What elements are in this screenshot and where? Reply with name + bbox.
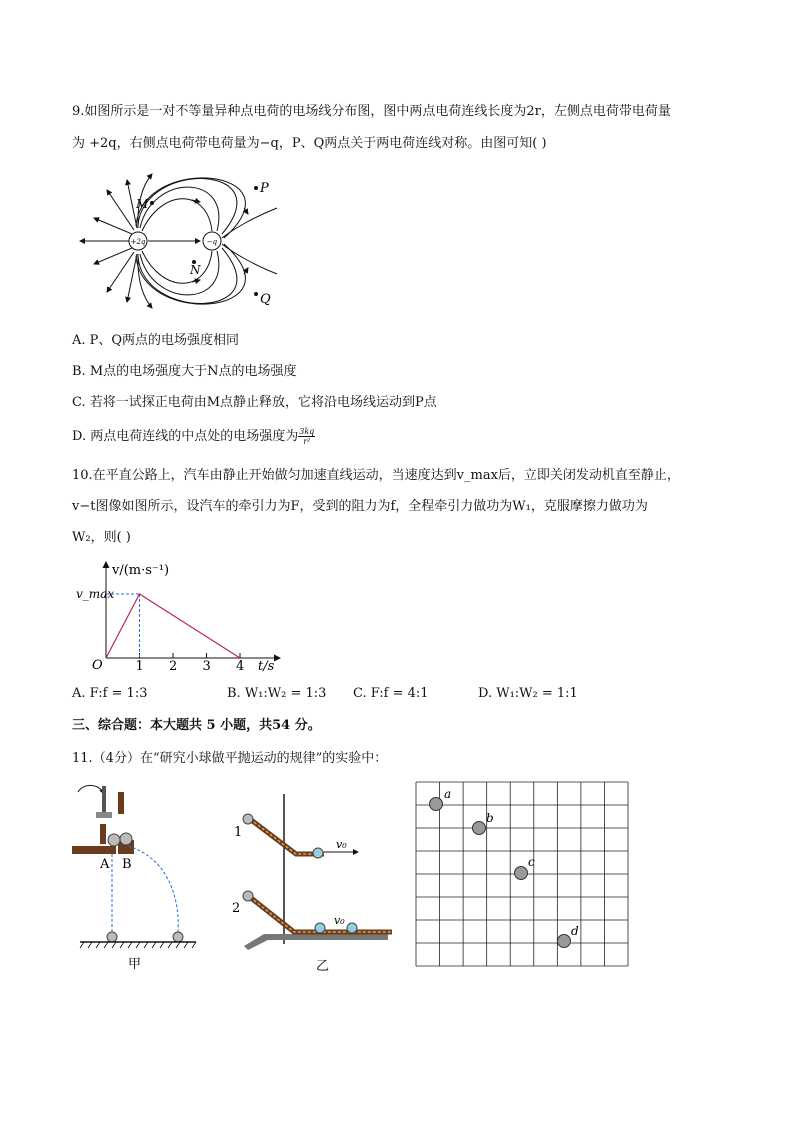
q10-stem-line2: v−t图像如图所示，设汽车的牵引力为F，受到的阻力为f，全程牵引力做功为W₁，克服摩擦力做功为 bbox=[72, 499, 648, 514]
trajectory-grid bbox=[414, 780, 630, 970]
electric-field-figure bbox=[72, 168, 292, 318]
figure-jia bbox=[72, 778, 202, 974]
vmax-tick-label: v_max bbox=[76, 587, 115, 601]
v0-top-label: v₀ bbox=[336, 838, 347, 851]
ball-B-label: B bbox=[122, 857, 132, 872]
q9-stem-line2: 为 +2q，右侧点电荷带电荷量为−q，P、Q两点关于两电荷连线对称。由图可知( ) bbox=[72, 136, 547, 151]
track-1-label: 1 bbox=[234, 825, 243, 840]
q10-stem-line3: W₂，则( ) bbox=[72, 530, 131, 545]
origin-label: O bbox=[92, 658, 103, 673]
field-strength-fraction: $\frac{3kq}{\text{r²}}$ bbox=[299, 427, 315, 446]
figure-yi bbox=[228, 790, 398, 976]
q10-stem-line1: 10.在平直公路上，汽车由静止开始做匀加速直线运动，当速度达到v_max后，立即关闭发动机直至静止， bbox=[72, 468, 680, 483]
q9-option-c[interactable]: C. 若将一试探正电荷由M点静止释放，它将沿电场线运动到P点 bbox=[72, 395, 437, 410]
x-tick-label-4: 4 bbox=[236, 659, 245, 674]
point-P-label: P bbox=[260, 181, 269, 196]
point-Q-label: Q bbox=[260, 292, 271, 307]
q10-option-d[interactable]: D. W₁:W₂ = 1:1 bbox=[478, 686, 578, 701]
point-b-label: b bbox=[486, 811, 494, 825]
right-charge-label: −q bbox=[206, 238, 218, 246]
q9-option-d[interactable] bbox=[72, 426, 315, 448]
vt-series-line bbox=[106, 594, 240, 658]
q9-option-d-text: D. 两点电荷连线的中点处的电场强度为 bbox=[72, 429, 299, 444]
q10-option-a[interactable]: A. F:f = 1:3 bbox=[72, 686, 148, 701]
track-2-label: 2 bbox=[232, 901, 241, 916]
vt-graph bbox=[72, 556, 292, 674]
ball-A-label: A bbox=[100, 857, 110, 872]
point-c-label: c bbox=[528, 855, 535, 869]
point-d-label: d bbox=[571, 924, 579, 938]
q10-option-c[interactable]: C. F:f = 4:1 bbox=[353, 686, 429, 701]
left-charge-label: +2q bbox=[130, 238, 146, 246]
caption-jia: 甲 bbox=[128, 957, 142, 972]
q9-option-b[interactable]: B. M点的电场强度大于N点的电场强度 bbox=[72, 364, 297, 379]
x-tick-label-1: 1 bbox=[135, 659, 144, 674]
point-a-label: a bbox=[444, 787, 452, 801]
q10-option-b[interactable]: B. W₁:W₂ = 1:3 bbox=[227, 686, 327, 701]
x-tick-label-2: 2 bbox=[169, 659, 178, 674]
x-tick-label-3: 3 bbox=[202, 659, 211, 674]
v0-bottom-label: v₀ bbox=[334, 914, 345, 927]
y-axis-label: v/(m·s⁻¹) bbox=[112, 563, 170, 578]
q9-stem-line1: 9.如图所示是一对不等量异种点电荷的电场线分布图，图中两点电荷连线长度为2r，左侧点电荷带电荷量 bbox=[72, 104, 671, 119]
section-heading: 三、综合题：本大题共 5 小题，共54 分。 bbox=[72, 718, 321, 733]
q9-option-a[interactable]: A. P、Q两点的电场强度相同 bbox=[72, 333, 240, 348]
point-N-label: N bbox=[190, 263, 201, 277]
q11-stem: 11.（4分）在“研究小球做平抛运动的规律”的实验中： bbox=[72, 751, 388, 766]
point-M-label: M bbox=[136, 197, 149, 211]
x-axis-label: t/s bbox=[258, 659, 275, 674]
caption-yi: 乙 bbox=[316, 959, 330, 974]
